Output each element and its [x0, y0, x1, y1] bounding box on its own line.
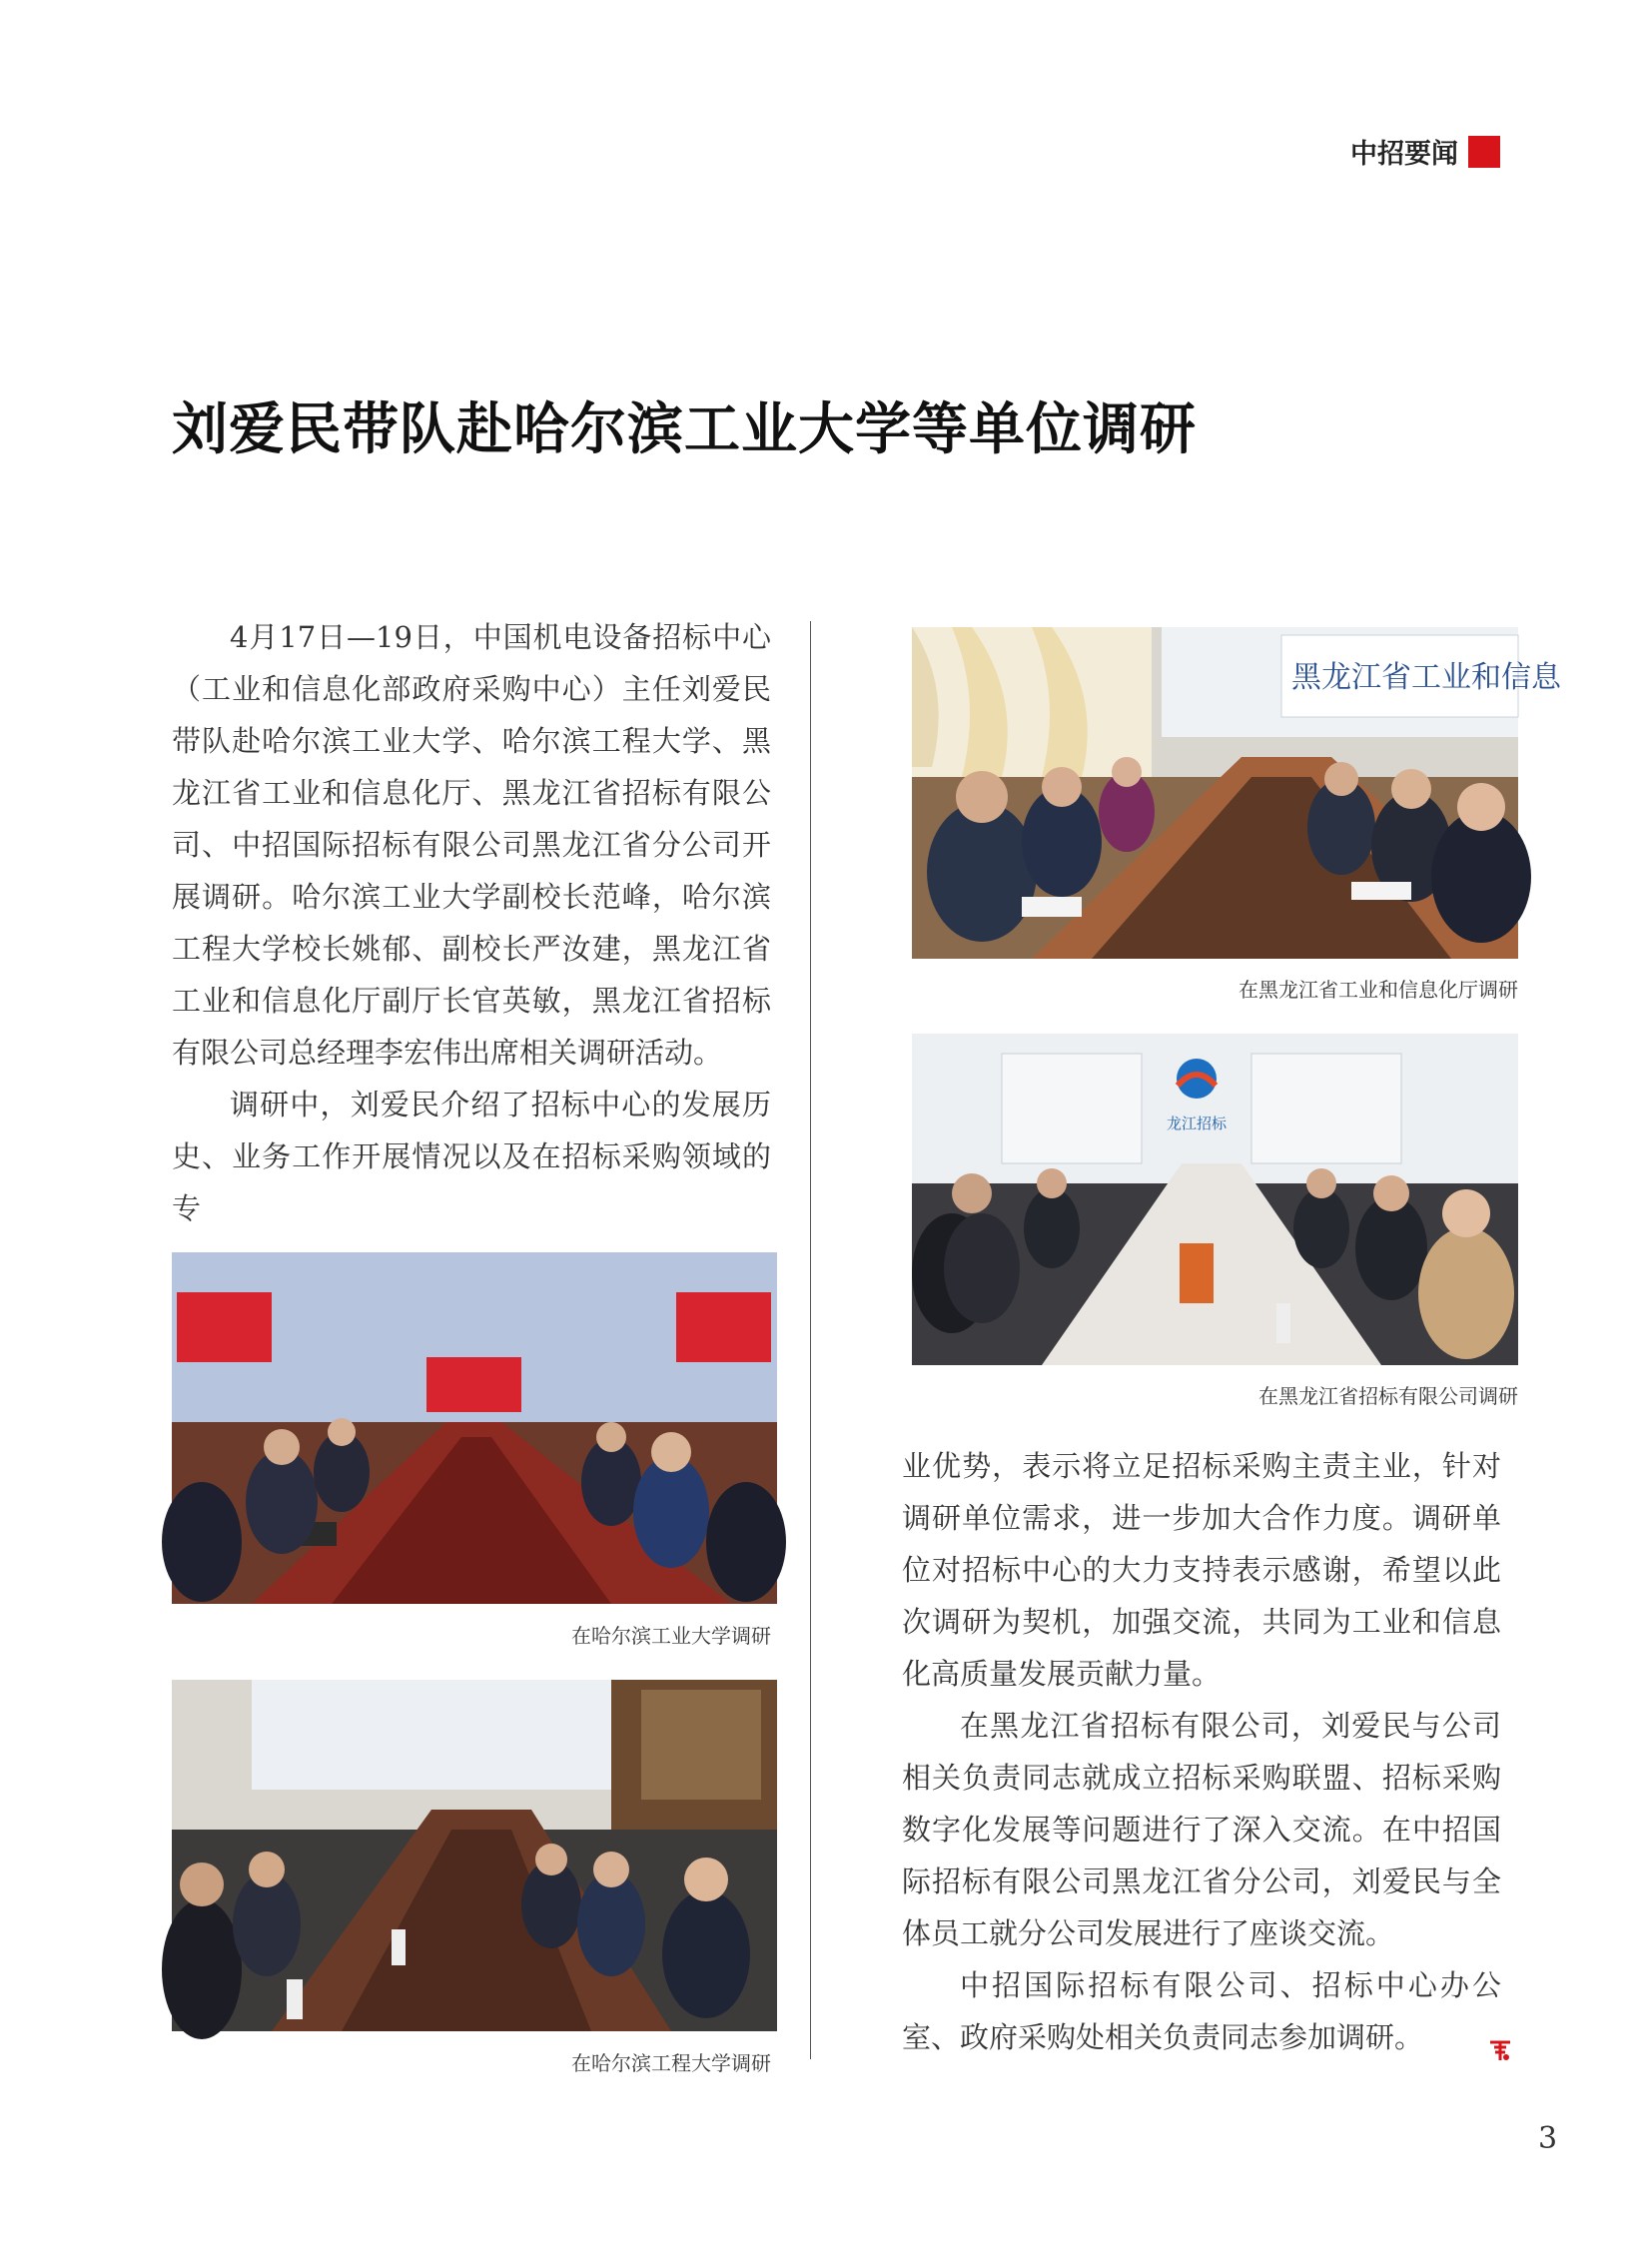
paragraph-intro: 4月17日—19日，中国机电设备招标中心（工业和信息化部政府采购中心）主任刘爱民带队赴哈尔滨工业大学、哈尔滨工程大学、黑龙江省工业和信息化厅、黑龙江省招标有限公司、中招国际招标有限公司黑龙江省分公司开展调研。哈尔滨工业大学副校长范峰，哈尔滨工程大学校长姚郁、副校长严汝建，黑龙江省工业和信息化厅副厅长官英敏，黑龙江省招标有限公司总经理李宏伟出席相关调研活动。 — [172, 620, 771, 1070]
left-text-column — [172, 611, 771, 1234]
photo-hit-meeting — [172, 1252, 777, 1604]
paragraph-continuation: 业优势，表示将立足招标采购主责主业，针对调研单位需求，进一步加大合作力度。调研单位对招标中心的大力支持表示感谢，希望以此次调研为契机，加强交流，共同为工业和信息化高质量发展贡献力量。 — [902, 1449, 1501, 1691]
photo-caption-hit: 在哈尔滨工业大学调研 — [571, 1624, 771, 1648]
photo-miit-meeting — [912, 627, 1561, 959]
article-title: 刘爱民带队赴哈尔滨工业大学等单位调研 — [172, 397, 1197, 462]
right-text-column — [902, 1440, 1501, 2063]
photo-caption-heu: 在哈尔滨工程大学调研 — [571, 2051, 771, 2075]
section-label: 中招要闻 — [1350, 139, 1458, 170]
photo-heu-meeting — [172, 1680, 777, 2031]
paragraph-attendees — [902, 1959, 1501, 2063]
paragraph-bidding-company: 在黑龙江省招标有限公司，刘爱民与公司相关负责同志就成立招标采购联盟、招标采购数字化发展等问题进行了深入交流。在中招国际招标有限公司黑龙江省分公司，刘爱民与全体员工就分公司发展进行了座谈交流。 — [902, 1709, 1501, 1950]
photo-caption-bidding-company: 在黑龙江省招标有限公司调研 — [1258, 1384, 1518, 1408]
paragraph-attendees-text: 中招国际招标有限公司、招标中心办公室、政府采购处相关负责同志参加调研。 — [902, 1968, 1501, 2054]
photo-bidding-company-meeting — [912, 1034, 1518, 1365]
end-logo-icon — [1429, 2026, 1455, 2052]
photo-wall-sign: 黑龙江省工业和信息 — [1291, 660, 1561, 695]
photo-company-logo-text: 龙江招标 — [1167, 1115, 1228, 1132]
page-number: 3 — [1538, 2121, 1558, 2156]
column-divider — [810, 621, 811, 2059]
paragraph-research: 调研中，刘爱民介绍了招标中心的发展历史、业务工作开展情况以及在招标采购领域的专 — [172, 1088, 771, 1225]
section-color-mark — [1468, 136, 1500, 168]
photo-caption-miit: 在黑龙江省工业和信息化厅调研 — [1239, 978, 1518, 1002]
